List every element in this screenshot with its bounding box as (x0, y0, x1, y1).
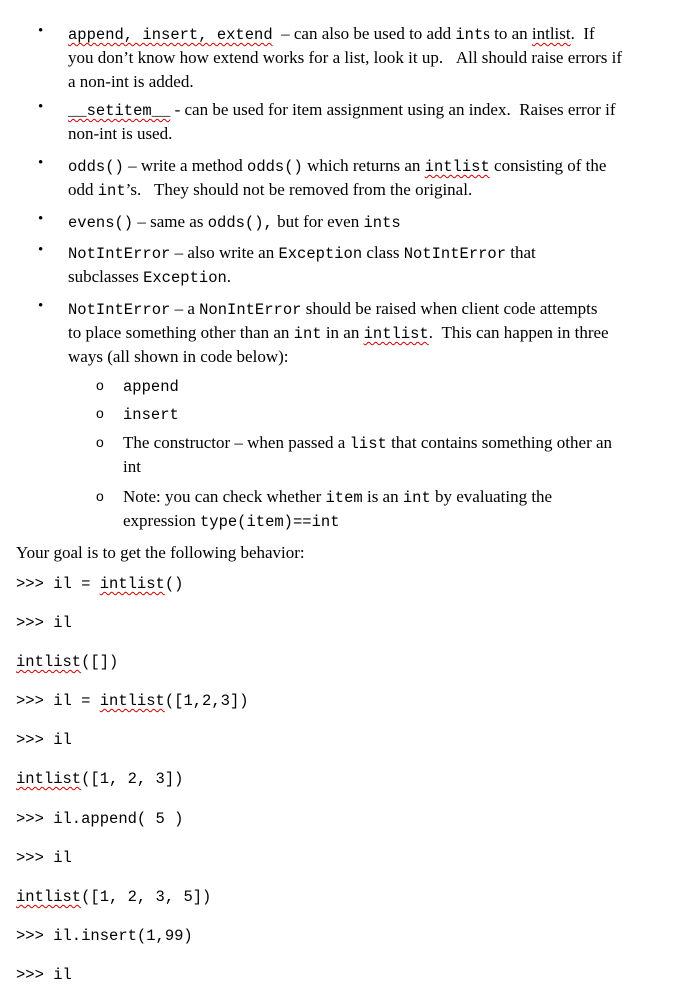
bullet-text-line (68, 212, 401, 232)
code-line (16, 653, 118, 671)
text-run: intlist (16, 770, 82, 788)
bullet-text-line (68, 180, 472, 200)
text-run: intlist (424, 158, 490, 176)
text-run: >>> il (16, 731, 72, 749)
sub-bullet-marker: o (96, 434, 104, 450)
text-run: odds() (68, 158, 124, 176)
bullet-text-line (68, 72, 194, 92)
bullet-marker: • (38, 23, 44, 39)
text-run: odd (68, 180, 98, 199)
text-run: odds() (247, 158, 303, 176)
text-run: class (362, 243, 404, 262)
text-run: – can also be used to add (272, 24, 456, 43)
text-run: NotIntError (403, 245, 507, 263)
text-run: ints (363, 214, 401, 232)
code-line (16, 849, 72, 867)
text-run: . This can happen in three (428, 323, 609, 342)
text-run: ’s. They should not be removed from the original. (125, 180, 473, 199)
text-run: intlist (363, 325, 429, 343)
text-run: >>> il = (16, 575, 100, 593)
text-run: __setitem__ (68, 102, 171, 120)
goal-text: Your goal is to get the following behavior: (16, 543, 305, 562)
code-line (16, 888, 211, 906)
text-run: s to an (483, 24, 532, 43)
bullet-marker: • (38, 242, 44, 258)
text-run: – write a method (123, 156, 248, 175)
bullet-text-line (68, 243, 536, 263)
text-run: intlist (99, 575, 165, 593)
bullet-marker: • (38, 298, 44, 314)
text-run: list (349, 435, 387, 453)
text-run: The constructor – when passed a (123, 433, 350, 452)
code-line (16, 692, 249, 710)
text-run: that (506, 243, 536, 262)
text-run: ([]) (81, 653, 119, 671)
bullet-text-line (68, 124, 172, 144)
sub-bullet-marker: o (96, 405, 104, 421)
text-run: by evaluating the (430, 487, 553, 506)
text-run: consisting of the (489, 156, 607, 175)
bullet-text-line (68, 299, 597, 319)
text-run: insert (123, 406, 179, 424)
text-run: >>> il = (16, 692, 100, 710)
text-run: Exception (278, 245, 363, 263)
text-run: should be raised when client code attempts (301, 299, 598, 318)
text-run: ways (all shown in code below): (68, 347, 289, 366)
sub-bullet-text-line (123, 457, 141, 477)
text-run: in an (321, 323, 364, 342)
text-run: that contains something other an (386, 433, 613, 452)
text-run: int (402, 489, 431, 507)
text-run: int (293, 325, 322, 343)
text-run: ([1, 2, 3]) (81, 770, 184, 788)
text-run: subclasses (68, 267, 144, 286)
code-line (16, 810, 183, 828)
text-run: but for even (272, 212, 364, 231)
text-run: . If (570, 24, 595, 43)
text-run: >>> il.insert(1,99) (16, 927, 193, 945)
text-run: intlist (531, 24, 571, 43)
text-run: – same as (133, 212, 208, 231)
text-run: you don’t know how extend works for a list, look it up. All should raise errors if (68, 48, 623, 67)
bullet-text-line (68, 100, 616, 120)
code-line (16, 770, 183, 788)
text-run: non-int is used. (68, 124, 173, 143)
sub-bullet-text-line (123, 433, 612, 453)
text-run: is an (362, 487, 403, 506)
text-run: odds(), (207, 214, 273, 232)
text-run: . (226, 267, 232, 286)
text-run: append (123, 378, 179, 396)
text-run: – a (170, 299, 200, 318)
text-run: int (455, 26, 484, 44)
text-run: expression (123, 511, 200, 530)
text-run: intlist (99, 692, 165, 710)
bullet-text-line (68, 24, 595, 44)
sub-bullet-text-line (123, 404, 179, 424)
text-run: Note: you can check whether (123, 487, 326, 506)
text-run: >>> il.append( 5 ) (16, 810, 184, 828)
text-run: intlist (16, 888, 82, 906)
text-run: type(item)==int (199, 513, 340, 531)
text-run: - can be used for item assignment using an index. Raises error if (170, 100, 616, 119)
bullet-text-line (68, 323, 609, 343)
bullet-text-line (68, 347, 288, 367)
sub-bullet-marker: o (96, 377, 104, 393)
sub-bullet-text-line (123, 376, 179, 396)
text-run: NonIntError (199, 301, 302, 319)
text-run: ([1,2,3]) (164, 692, 249, 710)
text-run: append, insert, extend (68, 26, 273, 44)
sub-bullet-marker: o (96, 488, 104, 504)
text-run: int (123, 457, 141, 476)
text-run: NotIntError (68, 301, 171, 319)
text-run: which returns an (302, 156, 425, 175)
bullet-marker: • (38, 211, 44, 227)
text-run: int (97, 182, 126, 200)
text-run: item (325, 489, 363, 507)
sub-bullet-text-line (123, 511, 340, 531)
bullet-text-line (68, 156, 606, 176)
text-run: >>> il (16, 849, 72, 867)
text-run: Exception (143, 269, 227, 287)
code-line (16, 966, 72, 984)
text-run: – also write an (170, 243, 279, 262)
bullet-marker: • (38, 99, 44, 115)
bullet-text-line (68, 267, 231, 287)
text-run: NotIntError (68, 245, 171, 263)
bullet-text-line (68, 48, 622, 68)
code-line (16, 614, 72, 632)
code-line (16, 575, 183, 593)
text-run: intlist (16, 653, 82, 671)
text-run: evens() (68, 214, 134, 232)
code-line (16, 731, 72, 749)
code-line (16, 927, 193, 945)
text-run: a non-int is added. (68, 72, 194, 91)
text-run: ([1, 2, 3, 5]) (81, 888, 212, 906)
sub-bullet-text-line (123, 487, 552, 507)
text-run: () (164, 575, 184, 593)
text-run: >>> il (16, 614, 72, 632)
text-run: >>> il (16, 966, 72, 984)
bullet-marker: • (38, 155, 44, 171)
text-run: to place something other than an (68, 323, 294, 342)
